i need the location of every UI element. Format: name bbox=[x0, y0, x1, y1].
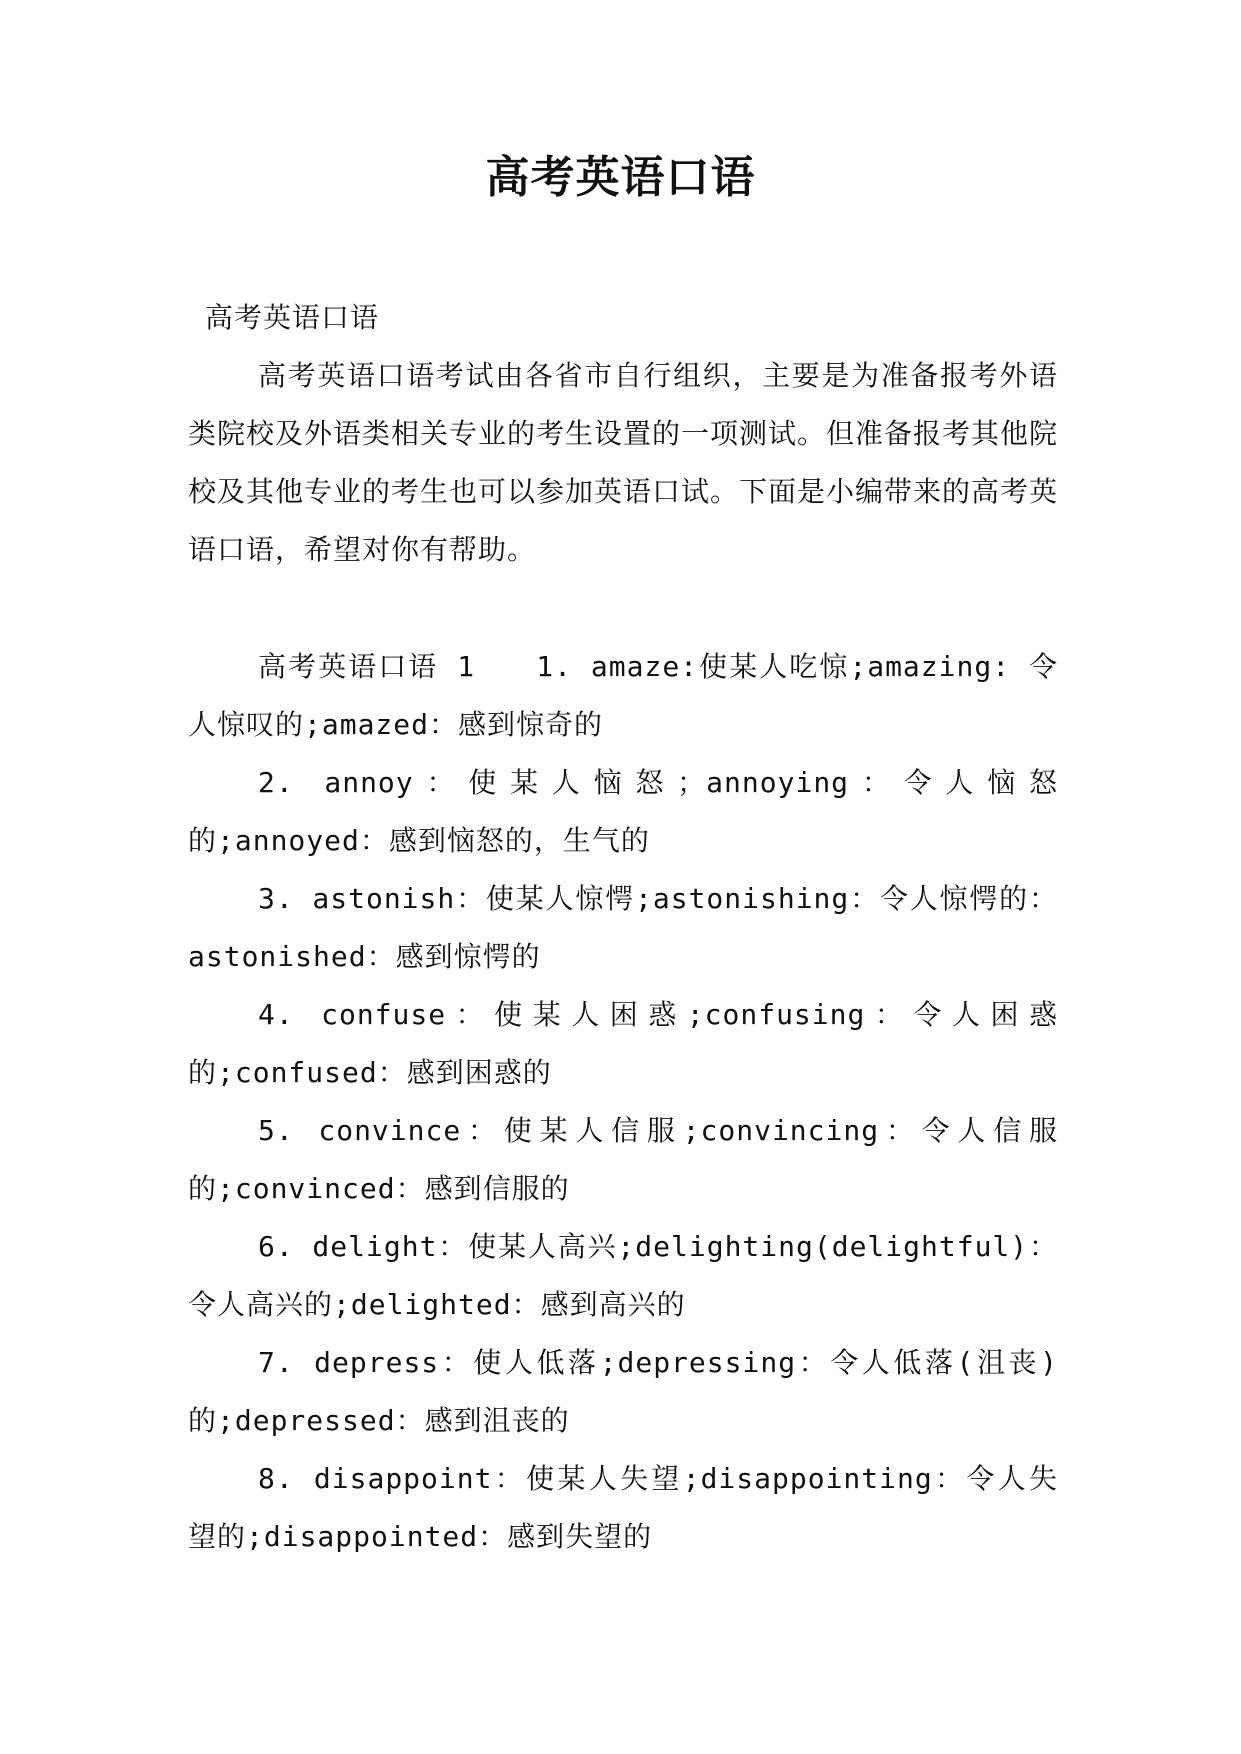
vocabulary-entry: 高考英语口语 1 1. amaze:使某人吃惊;amazing: 令人惊叹的;amazed：感到惊奇的 bbox=[188, 650, 1058, 741]
vocabulary-entry: 3. astonish：使某人惊愕;astonishing：令人惊愕的：astonished：感到惊愕的 bbox=[188, 882, 1058, 973]
vocabulary-list bbox=[188, 638, 1058, 1566]
vocabulary-entry: 8. disappoint：使某人失望;disappointing：令人失望的;disappointed：感到失望的 bbox=[188, 1462, 1058, 1553]
document-subtitle: 高考英语口语 bbox=[205, 301, 380, 334]
vocabulary-entry: 5. convince：使某人信服;convincing：令人信服的;convinced：感到信服的 bbox=[188, 1114, 1058, 1205]
vocabulary-entry: 2. annoy：使某人恼怒；annoying：令人恼怒的;annoyed：感到恼怒的，生气的 bbox=[188, 766, 1058, 857]
document-title: 高考英语口语 bbox=[485, 152, 756, 203]
vocabulary-entry: 4. confuse：使某人困惑;confusing：令人困惑的;confused：感到困惑的 bbox=[188, 998, 1058, 1089]
vocabulary-entry: 6. delight：使某人高兴;delighting(delightful)：令人高兴的;delighted：感到高兴的 bbox=[188, 1230, 1058, 1321]
intro-paragraph: 高考英语口语考试由各省市自行组织，主要是为准备报考外语类院校及外语类相关专业的考生设置的一项测试。但准备报考其他院校及其他专业的考生也可以参加英语口试。下面是小编带来的高考英语口语，希望对你有帮助。 bbox=[188, 359, 1059, 566]
vocabulary-entry: 7. depress：使人低落;depressing：令人低落(沮丧)的;depressed：感到沮丧的 bbox=[188, 1346, 1058, 1437]
